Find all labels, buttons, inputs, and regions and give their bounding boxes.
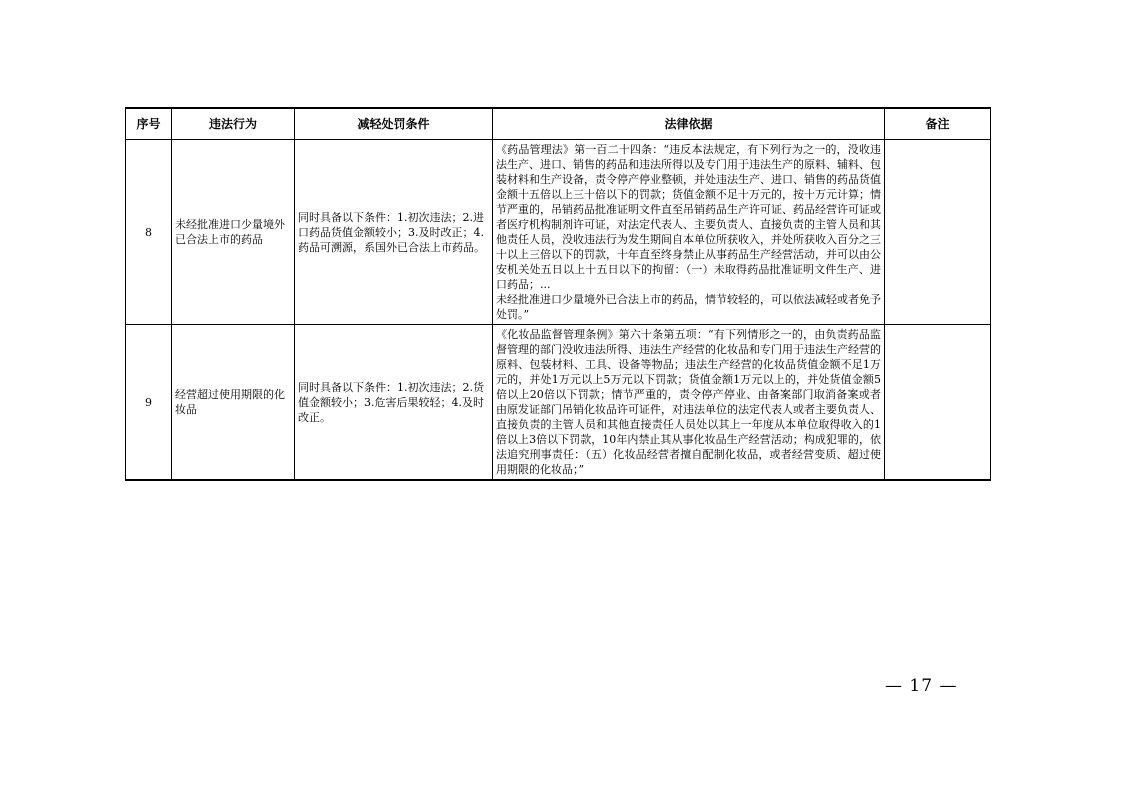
legal-basis-paragraph: 《化妆品监督管理条例》第六十条第五项：“有下列情形之一的，由负责药品监督管理的部门没收违法所得、违法生产经营的化妆品和专门用于违法生产经营的原料、包装材料、工具、设备等物品；违法生产经营的化妆品货值金额不足1万元的，并处1万元以上5万元以下罚款；货值金额1万元以上的，并处货值金额5倍以上20倍以下罚款；情节严重的，责令停产停业、由备案部门取消备案或者由原发证部门吊销化妆品许可证件，对违法单位的法定代表人或者主要负责人、直接负责的主管人员和其他直接责任人员处以其上一年度从本单位取得收入的1倍以上3倍以下罚款，10年内禁止其从事化妆品生产经营活动；构成犯罪的，依法追究刑事责任：（五）化妆品经营者擅自配制化妆品，或者经营变质、超过使用期限的化妆品；” [496, 328, 881, 476]
table-row [126, 140, 991, 325]
header-legal-basis: 法律依据 [493, 108, 885, 140]
header-serial-number: 序号 [126, 108, 172, 140]
row-legal-basis [493, 140, 885, 325]
row-remarks [885, 140, 991, 325]
row-conditions: 同时具备以下条件：1.初次违法；2.进口药品货值金额较小；3.及时改正；4.药品可溯源，系国外已合法上市药品。 [295, 140, 493, 325]
legal-basis-paragraph: 《药品管理法》第一百二十四条：“违反本法规定，有下列行为之一的，没收违法生产、进口、销售的药品和违法所得以及专门用于违法生产的原料、辅料、包装材料和生产设备，责令停产停业整顿，并处违法生产、进口、销售的药品货值金额十五倍以上三十倍以下的罚款；货值金额不足十万元的，按十万元计算；情节严重的，吊销药品批准证明文件直至吊销药品生产许可证、药品经营许可证或者医疗机构制剂许可证，对法定代表人、主要负责人、直接负责的主管人员和其他责任人员，没收违法行为发生期间自本单位所获收入，并处所获收入百分之三十以上三倍以下的罚款，十年直至终身禁止从事药品生产经营活动，并可以由公安机关处五日以上十五日以下的拘留：（一）未取得药品批准证明文件生产、进口药品；... [496, 143, 881, 291]
row-violation: 经营超过使用期限的化妆品 [172, 325, 295, 481]
row-number: 9 [126, 325, 172, 481]
page-number: — 17 — [885, 676, 958, 696]
penalty-reduction-table [125, 107, 991, 481]
header-reduction-conditions: 减轻处罚条件 [295, 108, 493, 140]
row-legal-basis [493, 325, 885, 481]
table-header-row [126, 108, 991, 140]
legal-basis-paragraph: 未经批准进口少量境外已合法上市的药品，情节较轻的，可以依法减轻或者免予处罚。” [496, 293, 881, 321]
header-violation: 违法行为 [172, 108, 295, 140]
row-violation: 未经批准进口少量境外已合法上市的药品 [172, 140, 295, 325]
table-row [126, 325, 991, 481]
row-number: 8 [126, 140, 172, 325]
row-remarks [885, 325, 991, 481]
row-conditions: 同时具备以下条件：1.初次违法；2.货值金额较小；3.危害后果较轻；4.及时改正。 [295, 325, 493, 481]
header-remarks: 备注 [885, 108, 991, 140]
